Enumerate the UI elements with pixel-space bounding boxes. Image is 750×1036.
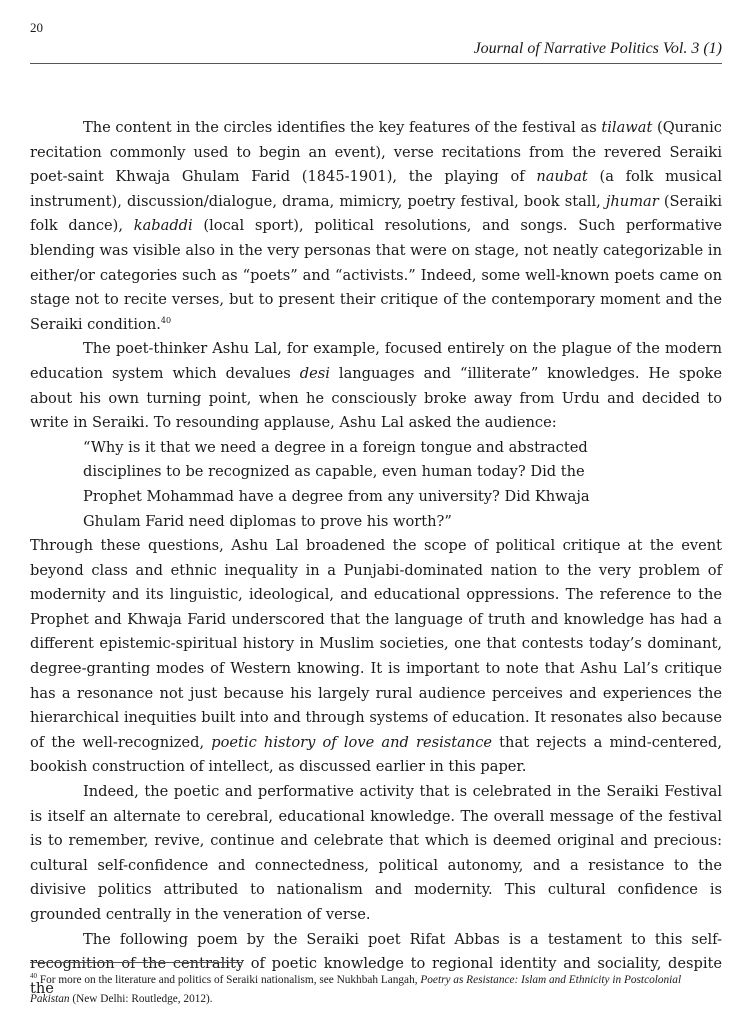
body-text: [30, 116, 722, 1001]
header-rule: [30, 63, 722, 64]
text-run: (Seraiki folk dance),: [30, 192, 722, 235]
italic-term: jhumar: [605, 192, 659, 210]
text-run: (New Delhi: Routledge, 2012).: [69, 992, 213, 1005]
text-run: (Quranic recitation commonly used to begin an event), verse recitations from the revered Seraiki poet-saint Khwaja Ghulam Farid (1845-1901), the playing of: [30, 119, 722, 186]
italic-term: tilawat: [601, 119, 653, 136]
page-number: 20: [30, 20, 43, 35]
footnote-number: 40: [30, 972, 37, 980]
paragraph-1: [30, 116, 722, 337]
paragraph-3: [30, 534, 722, 780]
text-run: (a folk musical instrument), discussion/dialogue, drama, mimicry, poetry festival, book stall,: [30, 168, 723, 210]
running-head: Journal of Narrative Politics Vol. 3 (1): [473, 40, 722, 57]
footnote-rule: [30, 962, 242, 963]
italic-term: desi: [299, 364, 330, 382]
text-run: Through these questions, Ashu Lal broadened the scope of political critique at the event beyond class and ethnic inequality in a Punjabi-dominated nation to the very problem of modernity and its linguistic, ideological, and educational oppressions. The reference to the Prophet and Khwaja Farid underscored that the language of truth and knowledge has had a different epistemic-spiritual history in Muslim societies, one that contests today’s dominant, degree-granting modes of Western knowing. It is important to note that Ashu Lal’s critique has a resonance not just because his largely rural audience perceives and experiences the hierarchical inequities built into and through systems of education. It resonates also because of the well-recognized,: [30, 537, 722, 751]
paragraph-5: The following poem by the Seraiki poet Rifat Abbas is a testament to this self-recognition of the centrality of poetic knowledge to regional identity and sociality, despite the: [30, 930, 722, 997]
text-run: languages and “illiterate” knowledges. He spoke about his own turning point, when he consciously broke away from Urdu and decided to write in Seraiki. To resounding applause, Ashu Lal asked the audience:: [30, 364, 722, 432]
paragraph-2: [30, 337, 722, 435]
block-quote: “Why is it that we need a degree in a foreign tongue and abstracted disciplines to be recognized as capable, even human today? Did the Prophet Mohammad have a degree from any university? Did Khwaja Ghulam Farid need diplomas to prove his worth?”: [83, 438, 590, 530]
italic-term: kabaddi: [133, 217, 193, 235]
paragraph-4: Indeed, the poetic and performative activity that is celebrated in the Seraiki Festival is itself an alternate to cerebral, educational knowledge. The overall message of the festival is to remember, revive, continue and celebrate that which is deemed original and precious: cultural self-confidence and connectedness, political autonomy, and a resistance to the divisive politics attributed to nationalism and modernity. This cultural confidence is grounded centrally in the veneration of verse.: [30, 783, 722, 923]
footnote: [30, 971, 722, 1008]
book-title: Poetry as Resistance: Islam and Ethnicity in Postcolonial Pakistan: [30, 974, 682, 1005]
text-run: (local sport), political resolutions, and songs. Such performative blending was visible also in the very personas that were on stage, not neatly categorizable in either/or categories such as “poets” and “activists.” Indeed, some well-known poets came on stage not to recite verses, but to present their critique of the contemporary moment and the Seraiki condition.: [30, 217, 722, 333]
footnote-marker[interactable]: 40: [160, 315, 172, 325]
text-run: The poet-thinker Ashu Lal, for example, focused entirely on the plague of the modern education system which devalues: [30, 340, 722, 382]
text-run: The content in the circles identifies the key features of the festival as: [83, 119, 602, 136]
italic-term: poetic history of love and resistance: [211, 733, 493, 751]
text-run: For more on the literature and politics of Seraiki nationalism, see Nukhbah Langah,: [37, 974, 421, 986]
text-run: that rejects a mind-centered, bookish construction of intellect, as discussed earlier in this paper.: [30, 733, 722, 776]
italic-term: naubat: [536, 168, 588, 186]
